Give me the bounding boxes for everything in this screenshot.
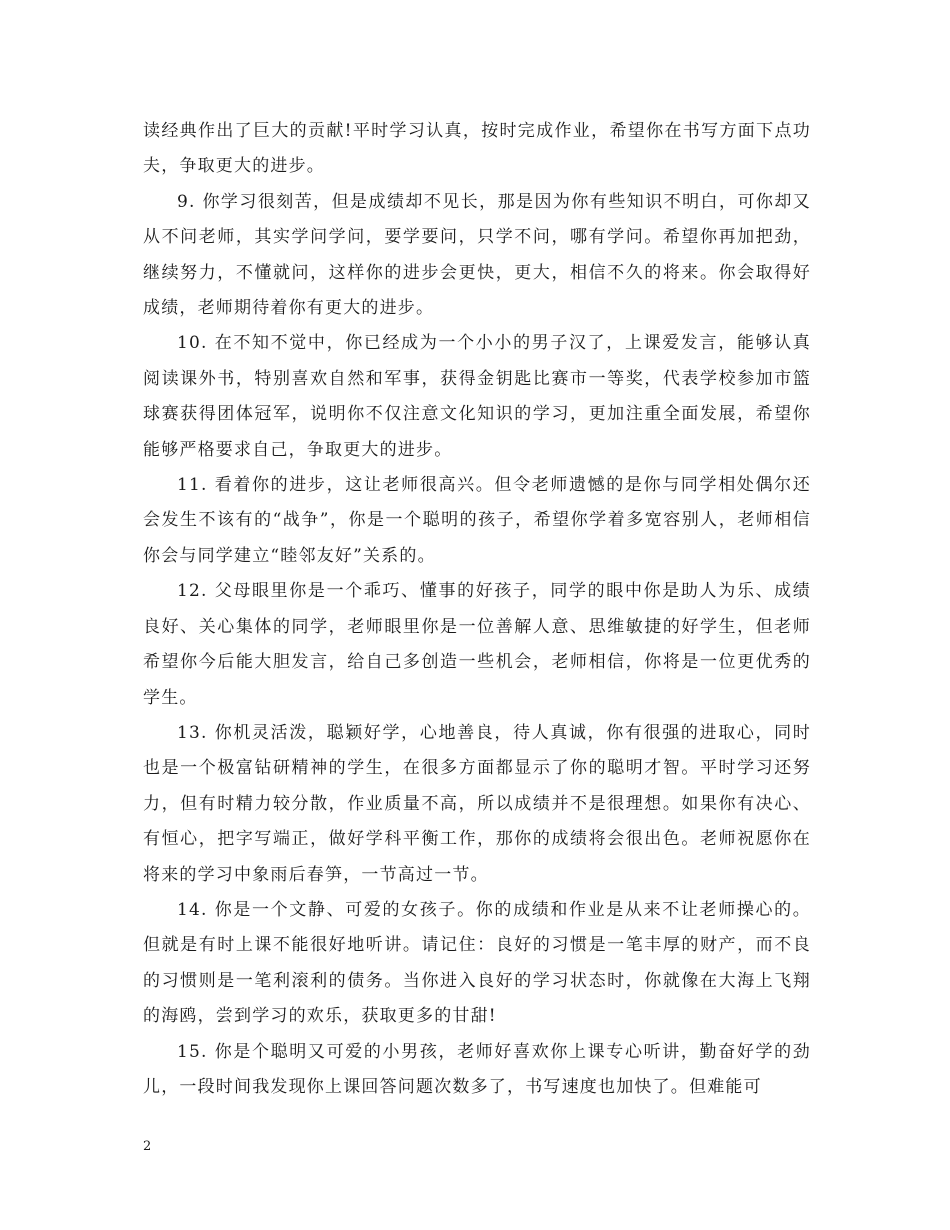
paragraph-10: 10. 在不知不觉中，你已经成为一个小小的男子汉了，上课爱发言，能够认真阅读课外书，特别喜欢自然和军事，获得金钥匙比赛市一等奖，代表学校参加市篮球赛获得团体冠军，说明你不仅注意文化知识的学习，更加注重全面发展，希望你能够严格要求自己，争取更大的进步。: [143, 333, 811, 460]
paragraph-9: 9. 你学习很刻苦，但是成绩却不见长，那是因为你有些知识不明白，可你却又从不问老师，其实学问学问，要学要问，只学不问，哪有学问。希望你再加把劲，继续努力，不懂就问，这样你的进步会更快，更大，相信不久的将来。你会取得好成绩，老师期待着你有更大的进步。: [143, 191, 811, 319]
paragraph-continued: 读经典作出了巨大的贡献!平时学习认真，按时完成作业，希望你在书写方面下点功夫，争取更大的进步。: [143, 121, 811, 177]
paragraph-12: 12. 父母眼里你是一个乖巧、懂事的好孩子，同学的眼中你是助人为乐、成绩良好、关心集体的同学，老师眼里你是一位善解人意、思维敏捷的好学生，但老师希望你今后能大胆发言，给自己多创造一些机会，老师相信，你将是一位更优秀的学生。: [143, 581, 811, 708]
paragraph-13: 13. 你机灵活泼，聪颖好学，心地善良，待人真诚，你有很强的进取心，同时也是一个极富钻研精神的学生，在很多方面都显示了你的聪明才智。平时学习还努力，但有时精力较分散，作业质量不高，所以成绩并不是很理想。如果你有决心、有恒心，把字写端正，做好学科平衡工作，那你的成绩将会很出色。老师祝愿你在将来的学习中象雨后春笋，一节高过一节。: [143, 722, 811, 885]
page-number: 2: [143, 1139, 152, 1154]
paragraph-14: 14. 你是一个文静、可爱的女孩子。你的成绩和作业是从来不让老师操心的。但就是有时上课不能很好地听讲。请记住：良好的习惯是一笔丰厚的财产，而不良的习惯则是一笔利滚利的债务。当你进入良好的学习状态时，你就像在大海上飞翔的海鸥，尝到学习的欢乐，获取更多的甘甜!: [143, 899, 811, 1027]
document-body: [143, 114, 811, 1105]
paragraph-11: 11. 看着你的进步，这让老师很高兴。但令老师遗憾的是你与同学相处偶尔还会发生不该有的“战争”，你是一个聪明的孩子，希望你学着多宽容别人，老师相信你会与同学建立“睦邻友好”关系的。: [143, 475, 811, 566]
paragraph-15: 15. 你是个聪明又可爱的小男孩，老师好喜欢你上课专心听讲，勤奋好学的劲儿，一段时间我发现你上课回答问题次数多了，书写速度也加快了。但难能可: [143, 1041, 811, 1097]
